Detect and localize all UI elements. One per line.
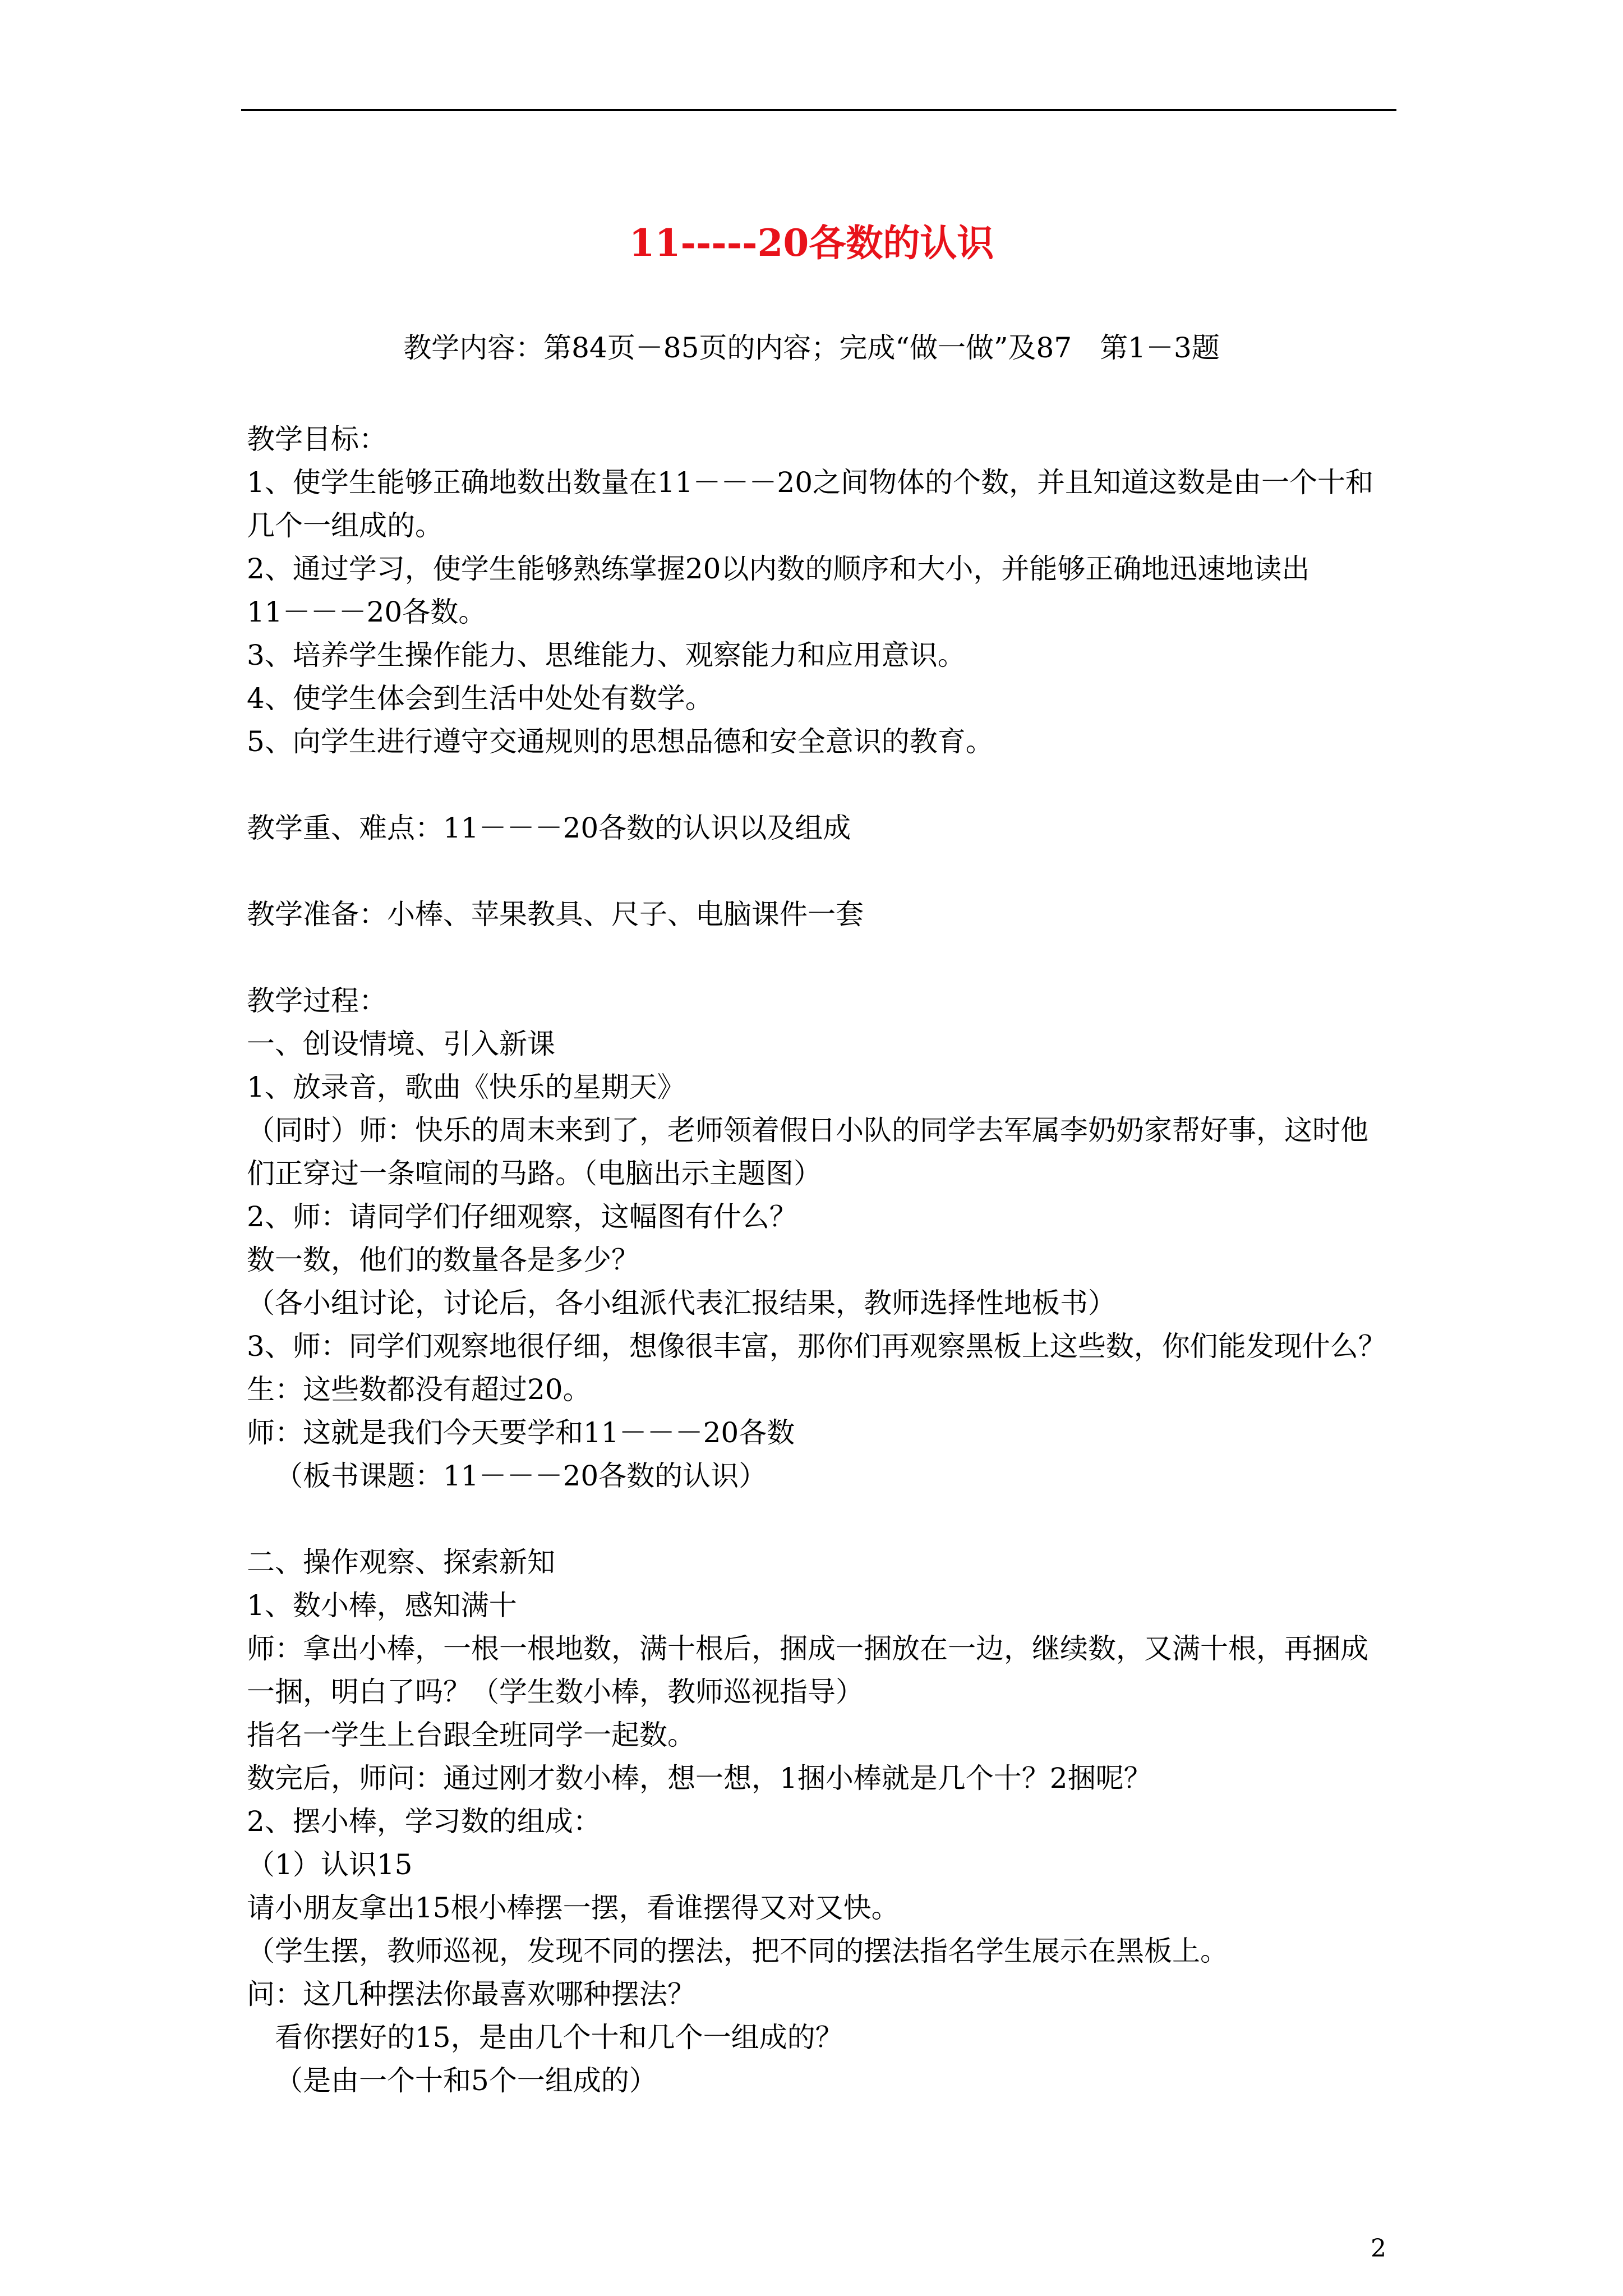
paragraph-line: 教学准备：小棒、苹果教具、尺子、电脑课件一套: [247, 898, 864, 931]
paragraph-line: 二、操作观察、探索新知: [247, 1546, 555, 1579]
paragraph-line: （1）认识15: [247, 1848, 413, 1881]
paragraph-line: 2、摆小棒，学习数的组成：: [247, 1805, 601, 1838]
paragraph-line: （各小组讨论，讨论后，各小组派代表汇报结果，教师选择性地板书）: [247, 1287, 1116, 1319]
paragraph-line: 们正穿过一条喧闹的马路。（电脑出示主题图）: [247, 1157, 822, 1190]
paragraph-line: 请小朋友拿出15根小棒摆一摆，看谁摆得又对又快。: [247, 1892, 900, 1924]
paragraph-line: 生：这些数都没有超过20。: [247, 1373, 591, 1406]
paragraph-line: 教学过程：: [247, 984, 387, 1017]
paragraph-line: 1、数小棒，感知满十: [247, 1589, 517, 1622]
paragraph-line: 2、通过学习，使学生能够熟练掌握20以内数的顺序和大小，并能够正确地迅速地读出: [247, 553, 1310, 585]
document-title: 11-----20各数的认识: [629, 221, 994, 265]
paragraph-line: 1、放录音，歌曲《快乐的星期天》: [247, 1071, 685, 1103]
blank-line: [247, 763, 1396, 807]
paragraph-line: 一、创设情境、引入新课: [247, 1028, 555, 1060]
paragraph-line: 几个一组成的。: [247, 509, 443, 542]
paragraph-line: 3、师：同学们观察地很仔细，想像很丰富，那你们再观察黑板上这些数，你们能发现什么？: [247, 1330, 1386, 1363]
blank-line: [247, 936, 1396, 979]
paragraph-line: （是由一个十和5个一组成的）: [275, 2064, 657, 2097]
teaching-content-line: 教学内容：第84页－85页的内容；完成“做一做”及87 第1－3题: [403, 332, 1220, 364]
document-body: [247, 418, 1396, 2102]
paragraph-line: 11－－－20各数。: [247, 596, 487, 628]
header-rule: [241, 109, 1396, 111]
paragraph-line: 问：这几种摆法你最喜欢哪种摆法？: [247, 1978, 695, 2010]
paragraph-line: 4、使学生体会到生活中处处有数学。: [247, 682, 713, 715]
paragraph-line: 一捆，明白了吗？（学生数小棒，教师巡视指导）: [247, 1676, 864, 1708]
blank-line: [247, 1498, 1396, 1541]
paragraph-line: 师：这就是我们今天要学和11－－－20各数: [247, 1416, 795, 1449]
paragraph-line: 2、师：请同学们仔细观察，这幅图有什么？: [247, 1200, 797, 1233]
paragraph-line: 看你摆好的15，是由几个十和几个一组成的？: [275, 2021, 843, 2054]
page-number: 2: [1371, 2234, 1386, 2263]
paragraph-line: 教学目标：: [247, 423, 387, 455]
paragraph-line: 教学重、难点：11－－－20各数的认识以及组成: [247, 812, 851, 844]
paragraph-line: 5、向学生进行遵守交通规则的思想品德和安全意识的教育。: [247, 725, 994, 758]
paragraph-line: 数完后，师问：通过刚才数小棒，想一想，1捆小棒就是几个十？2捆呢？: [247, 1762, 1152, 1795]
blank-line: [247, 850, 1396, 893]
paragraph-line: （学生摆，教师巡视，发现不同的摆法，把不同的摆法指名学生展示在黑板上。: [247, 1935, 1228, 1967]
paragraph-line: 指名一学生上台跟全班同学一起数。: [247, 1719, 695, 1751]
paragraph-line: 1、使学生能够正确地数出数量在11－－－20之间物体的个数，并且知道这数是由一个十和: [247, 466, 1374, 499]
paragraph-line: 数一数，他们的数量各是多少？: [247, 1244, 639, 1276]
paragraph-line: 师：拿出小棒，一根一根地数，满十根后，捆成一捆放在一边，继续数，又满十根，再捆成: [247, 1632, 1368, 1665]
paragraph-line: （同时）师：快乐的周末来到了，老师领着假日小队的同学去军属李奶奶家帮好事，这时他: [247, 1114, 1368, 1147]
paragraph-line: （板书课题：11－－－20各数的认识）: [275, 1460, 767, 1492]
paragraph-line: 3、培养学生操作能力、思维能力、观察能力和应用意识。: [247, 639, 966, 671]
